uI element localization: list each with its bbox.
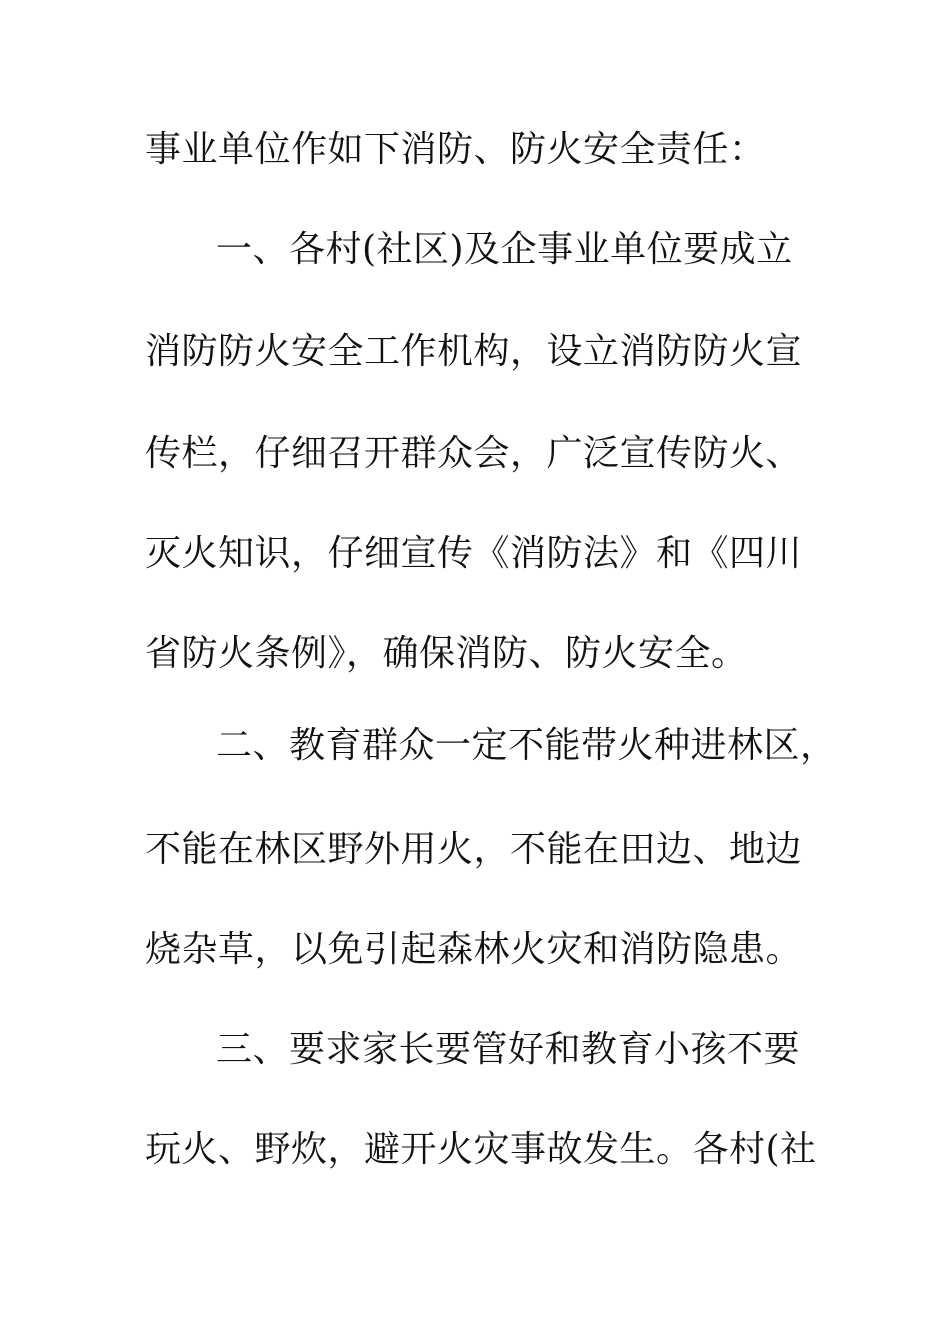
text-line: 灭火知识，仔细宣传《消防法》和《四川 bbox=[145, 533, 803, 574]
text-line: 消防防火安全工作机构，设立消防防火宣 bbox=[145, 331, 803, 372]
text-line: 不能在林区野外用火，不能在田边、地边 bbox=[145, 829, 803, 870]
text-line: 玩火、野炊，避开火灾事故发生。各村(社 bbox=[145, 1129, 817, 1170]
paragraph-1-start: 一、各村(社区)及企事业单位要成立 bbox=[216, 229, 793, 270]
paragraph-2-start: 二、教育群众一定不能带火种进林区， bbox=[216, 725, 837, 766]
paragraph-3-start: 三、要求家长要管好和教育小孩不要 bbox=[216, 1029, 801, 1070]
text-line: 烧杂草，以免引起森林火灾和消防隐患。 bbox=[145, 929, 803, 970]
text-line: 传栏，仔细召开群众会，广泛宣传防火、 bbox=[145, 433, 803, 474]
text-line: 省防火条例》，确保消防、防火安全。 bbox=[145, 633, 748, 674]
text-line: 事业单位作如下消防、防火安全责任： bbox=[145, 129, 766, 170]
